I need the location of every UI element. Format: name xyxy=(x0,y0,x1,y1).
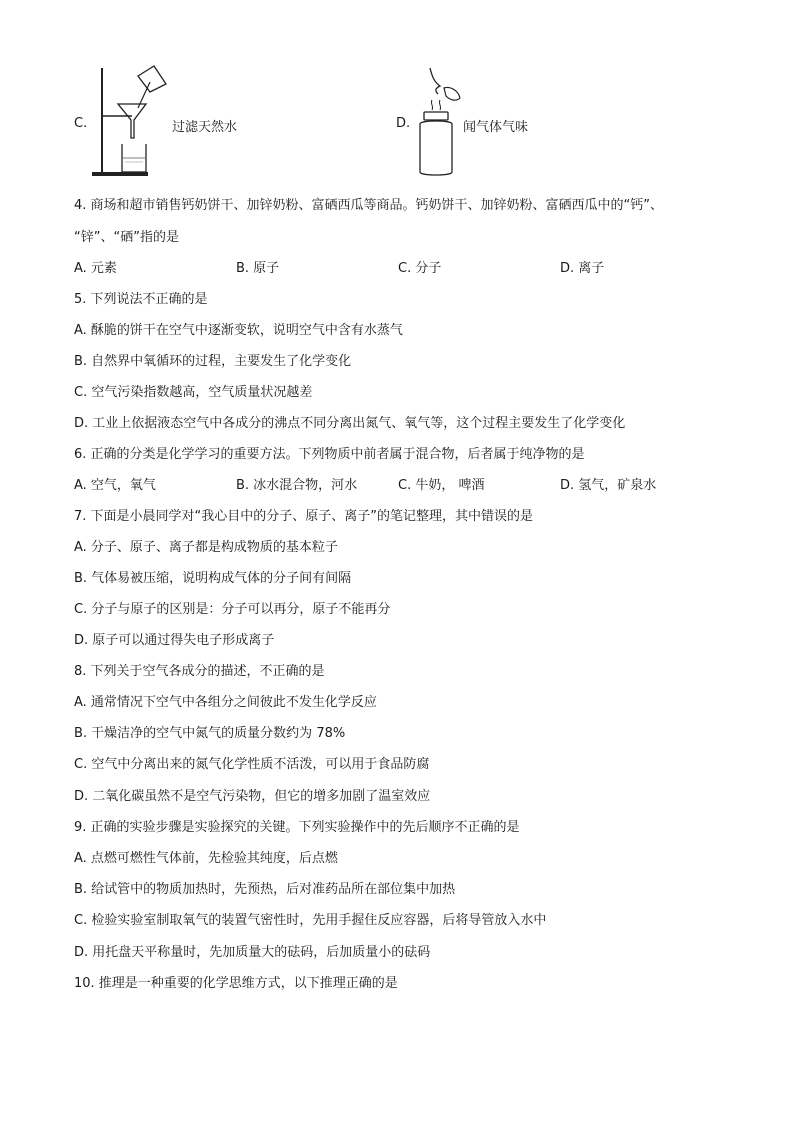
figure-option-d-caption: 闻气体气味 xyxy=(463,120,529,135)
question-8-stem: 8. 下列关于空气各成分的描述，不正确的是 xyxy=(74,664,325,679)
question-6-option-d: D. 氢气，矿泉水 xyxy=(560,478,657,493)
question-4-option-a: A. 元素 xyxy=(74,261,117,276)
question-5-option-a: A. 酥脆的饼干在空气中逐渐变软，说明空气中含有水蒸气 xyxy=(74,323,403,338)
question-9-stem: 9. 正确的实验步骤是实验探究的关键。下列实验操作中的先后顺序不正确的是 xyxy=(74,820,520,835)
question-5-option-d: D. 工业上依据液态空气中各成分的沸点不同分离出氮气、氧气等，这个过程主要发生了化学变化 xyxy=(74,416,626,431)
question-6-stem: 6. 正确的分类是化学学习的重要方法。下列物质中前者属于混合物，后者属于纯净物的是 xyxy=(74,447,585,462)
question-4-option-c: C. 分子 xyxy=(398,261,442,276)
question-7-option-a: A. 分子、原子、离子都是构成物质的基本粒子 xyxy=(74,540,338,555)
question-5-stem: 5. 下列说法不正确的是 xyxy=(74,292,208,307)
filtration-apparatus-figure xyxy=(92,60,172,180)
question-8-option-a: A. 通常情况下空气中各组分之间彼此不发生化学反应 xyxy=(74,695,377,710)
figure-options-row xyxy=(0,60,794,185)
question-5-option-b: B. 自然界中氧循环的过程，主要发生了化学变化 xyxy=(74,354,352,369)
question-7-option-b: B. 气体易被压缩，说明构成气体的分子间有间隔 xyxy=(74,571,352,586)
question-8-option-b: B. 干燥洁净的空气中氮气的质量分数约为 78% xyxy=(74,726,346,741)
question-6-option-c: C. 牛奶， 啤酒 xyxy=(398,478,485,493)
figure-option-c-caption: 过滤天然水 xyxy=(172,120,238,135)
question-6-option-a: A. 空气，氧气 xyxy=(74,478,156,493)
question-4-option-d: D. 离子 xyxy=(560,261,605,276)
figure-option-c-label: C. xyxy=(74,116,88,131)
question-4-stem: 4. 商场和超市销售钙奶饼干、加锌奶粉、富硒西瓜等商品。钙奶饼干、加锌奶粉、富硒西瓜中的“钙”、 xyxy=(74,198,664,213)
question-8-option-c: C. 空气中分离出来的氮气化学性质不活泼，可以用于食品防腐 xyxy=(74,757,430,772)
question-7-option-c: C. 分子与原子的区别是：分子可以再分，原子不能再分 xyxy=(74,602,391,617)
question-10-stem: 10. 推理是一种重要的化学思维方式，以下推理正确的是 xyxy=(74,976,398,991)
question-7-stem: 7. 下面是小晨同学对“我心目中的分子、原子、离子”的笔记整理，其中错误的是 xyxy=(74,509,534,524)
smelling-gas-figure xyxy=(414,68,464,178)
question-5-option-c: C. 空气污染指数越高，空气质量状况越差 xyxy=(74,385,313,400)
question-8-option-d: D. 二氧化碳虽然不是空气污染物，但它的增多加剧了温室效应 xyxy=(74,789,431,804)
question-6-option-b: B. 冰水混合物，河水 xyxy=(236,478,358,493)
question-9-option-b: B. 给试管中的物质加热时，先预热，后对准药品所在部位集中加热 xyxy=(74,882,456,897)
question-4-stem-continued: “锌”、“硒”指的是 xyxy=(74,230,179,245)
question-9-option-c: C. 检验实验室制取氧气的装置气密性时，先用手握住反应容器，后将导管放入水中 xyxy=(74,913,547,928)
question-9-option-a: A. 点燃可燃性气体前，先检验其纯度，后点燃 xyxy=(74,851,338,866)
question-9-option-d: D. 用托盘天平称量时，先加质量大的砝码，后加质量小的砝码 xyxy=(74,945,431,960)
figure-option-d-label: D. xyxy=(396,116,411,131)
question-7-option-d: D. 原子可以通过得失电子形成离子 xyxy=(74,633,275,648)
question-4-option-b: B. 原子 xyxy=(236,261,280,276)
